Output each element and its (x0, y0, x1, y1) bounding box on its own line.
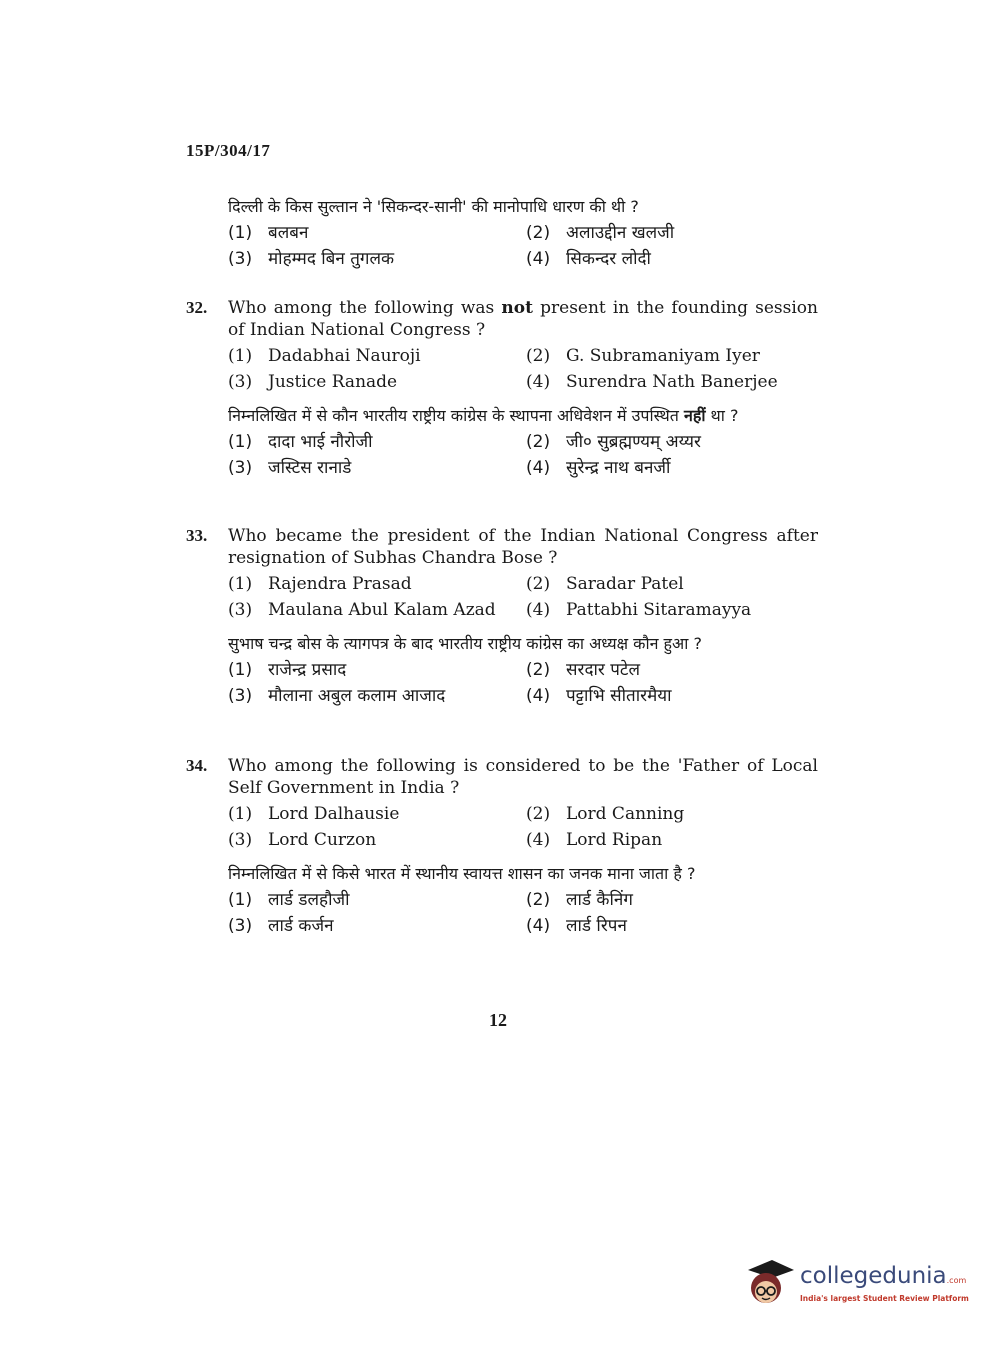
q32-option-3: (3) Justice Ranade (228, 372, 398, 392)
q32-hindi-option-4: (4) सुरेन्द्र नाथ बनर्जी (526, 458, 671, 478)
question-31-hindi-text: दिल्ली के किस सुल्तान ने 'सिकन्दर-सानी' की मानोपाधि धारण की थी ? (228, 197, 639, 216)
question-number: 33. (186, 526, 208, 545)
mascot-icon (742, 1256, 796, 1310)
q34-option-1: (1) Lord Dalhausie (228, 804, 400, 824)
q32-option-4: (4) Surendra Nath Banerjee (526, 372, 778, 392)
q32-hindi-option-2: (2) जी० सुब्रह्मण्यम् अय्यर (526, 432, 701, 452)
question-number: 32. (186, 298, 208, 317)
q32-option-2: (2) G. Subramaniyam Iyer (526, 346, 760, 366)
q32-hindi-option-3: (3) जस्टिस रानाडे (228, 458, 352, 478)
q33-option-3: (3) Maulana Abul Kalam Azad (228, 600, 496, 620)
q32-option-1: (1) Dadabhai Nauroji (228, 346, 421, 366)
logo-tagline: India's largest Student Review Platform (800, 1294, 969, 1303)
question-32-hindi-text: निम्नलिखित में से कौन भारतीय राष्ट्रीय कांग्रेस के स्थापना अधिवेशन में उपस्थित नहीं था ? (228, 406, 739, 425)
question-33 (186, 525, 818, 707)
question-34 (186, 755, 818, 937)
page-number: 12 (489, 1010, 507, 1030)
q34-hindi-option-1: (1) लार्ड डलहौजी (228, 890, 350, 910)
q32-hindi-option-1: (1) दादा भाई नौरोजी (228, 432, 373, 452)
q34-option-4: (4) Lord Ripan (526, 830, 663, 850)
page-code: 15P/304/17 (186, 141, 271, 160)
question-33-hindi-text: सुभाष चन्द्र बोस के त्यागपत्र के बाद भारतीय राष्ट्रीय कांग्रेस का अध्यक्ष कौन हुआ ? (228, 634, 702, 653)
q34-hindi-option-4: (4) लार्ड रिपन (526, 916, 627, 936)
q31-hindi-option-3: (3) मोहम्मद बिन तुगलक (228, 249, 395, 269)
q33-hindi-option-4: (4) पट्टाभि सीतारमैया (526, 686, 672, 706)
q34-hindi-option-2: (2) लार्ड कैनिंग (526, 890, 633, 910)
q33-option-2: (2) Saradar Patel (526, 574, 684, 594)
question-number: 34. (186, 756, 208, 775)
q31-hindi-option-2: (2) अलाउद्दीन खलजी (526, 223, 675, 243)
question-31-hindi (186, 196, 818, 270)
q33-option-1: (1) Rajendra Prasad (228, 574, 412, 594)
question-32-text: 32. Who among the following was not present in the founding session of Indian National Congress ? (186, 298, 818, 340)
question-33-text: 33. Who became the president of the Indian National Congress after resignation of Subhas Chandra Bose ? (186, 526, 818, 568)
q34-option-3: (3) Lord Curzon (228, 830, 377, 850)
q33-hindi-option-1: (1) राजेन्द्र प्रसाद (228, 660, 347, 680)
question-34-text: 34. Who among the following is considered to be the 'Father of Local Self Government in India ? (186, 756, 818, 798)
question-32 (186, 297, 818, 479)
q33-option-4: (4) Pattabhi Sitaramayya (526, 600, 752, 620)
q31-hindi-option-1: (1) बलबन (228, 223, 309, 243)
q34-option-2: (2) Lord Canning (526, 804, 685, 824)
q33-hindi-option-3: (3) मौलाना अबुल कलाम आजाद (228, 686, 446, 706)
q33-hindi-option-2: (2) सरदार पटेल (526, 660, 640, 680)
q31-hindi-option-4: (4) सिकन्दर लोदी (526, 249, 651, 269)
collegedunia-logo (742, 1255, 972, 1311)
logo-name: collegedunia.com (800, 1263, 967, 1289)
q34-hindi-option-3: (3) लार्ड कर्जन (228, 916, 334, 936)
question-34-hindi-text: निम्नलिखित में से किसे भारत में स्थानीय स्वायत्त शासन का जनक माना जाता है ? (228, 864, 696, 883)
